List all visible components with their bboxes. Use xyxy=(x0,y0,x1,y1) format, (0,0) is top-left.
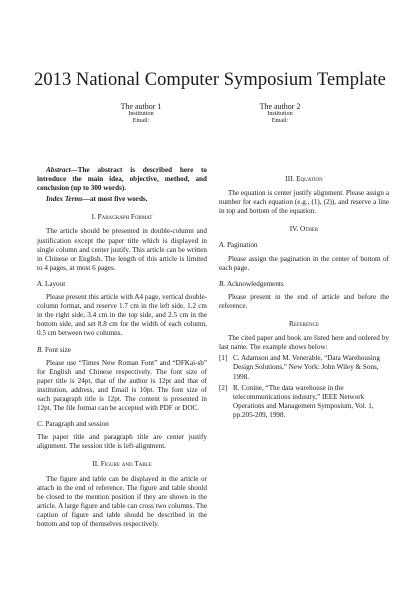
index-terms xyxy=(37,195,207,204)
author-email: Email: xyxy=(271,116,289,124)
section-heading xyxy=(219,225,389,234)
reference-text: C. Adamson and M. Venerable, “Data Warehousing Design Solutions,” New York: John Wiley & Sons, 1998. xyxy=(233,354,380,381)
reference-item xyxy=(219,354,389,381)
section-title: Equation xyxy=(296,175,323,183)
subsection-body: The paper title and paragraph title are center justify alignment. The session title is left-alignment. xyxy=(37,433,207,451)
right-column xyxy=(219,166,389,420)
section-title: Reference xyxy=(288,320,320,329)
subsection-letter: B. xyxy=(37,345,44,354)
author-block-2 xyxy=(225,103,335,124)
author-name: The author 2 xyxy=(259,102,301,111)
subsection-body: Please assign the pagination in the center of bottom of each page. xyxy=(219,254,389,272)
section-body: The equation is center justify alignment. Please assign a number for each equation (e.g., (1), (2)), and reserve a line in top and bottom of the equation. xyxy=(219,189,389,216)
section-numeral: II. xyxy=(92,460,101,469)
abstract xyxy=(37,166,207,193)
subsection-body: Please present this article with A4 page, vertical double-column format, and reserve 1.7 cm in the left side, 1.2 cm in the right side, 3.4 cm in the top side, and 2.5 cm in the bottom side, and set 8.8 cm for the width of each column, 0.5 cm between two columns. xyxy=(37,293,207,338)
author-name: The author 1 xyxy=(120,102,162,111)
subsection-title: Font size xyxy=(44,345,71,354)
section-heading xyxy=(219,175,389,184)
subsection-letter: C. xyxy=(37,420,44,429)
subsection-heading xyxy=(219,280,389,289)
abstract-label: Abstract— xyxy=(46,166,78,174)
author-block-1 xyxy=(86,103,196,124)
subsection-letter: A. xyxy=(37,279,44,288)
subsection-title: Pagination xyxy=(226,241,258,250)
author-affiliation: Institution xyxy=(128,110,154,118)
references-intro: The cited paper and book are listed here and ordered by last name. The example shows below: xyxy=(219,334,389,352)
subsection-body: Please use “Times New Roman Font” and “DFKai-sb” for English and Chinese respectively. The font size of paper title is 24pt, that of the author is 12pt and that of institution, address, and Email is 10pt. The font size of each paragraph title is 12pt. The content is presented in 12pt. The file format can be accepted with PDF or DOC. xyxy=(37,358,207,413)
subsection-title: Paragraph and session xyxy=(45,420,109,429)
reference-number: [1] xyxy=(219,354,228,363)
abstract-text: The abstract is described here to introduce the main idea, objective, method, and conclusion (up to 300 words). xyxy=(37,166,207,193)
index-terms-text: at most five words. xyxy=(89,195,148,204)
subsection-body: Please present in the end of article and before the reference. xyxy=(219,292,389,310)
section-numeral: III. xyxy=(285,175,297,183)
section-heading xyxy=(37,213,207,222)
subsection-title: Acknowledgements xyxy=(226,279,284,288)
author-affiliation: Institution xyxy=(267,110,293,118)
reference-text: R. Conine, “The data warehouse in the telecommunications industry,” IEEE Network Operations and Management Symposium, Vol. 1, pp.205-209, 1998. xyxy=(233,383,374,419)
subsection-heading xyxy=(37,346,207,355)
index-terms-label: Index Terms— xyxy=(46,195,90,204)
section-heading xyxy=(219,320,389,329)
reference-item xyxy=(219,384,389,420)
subsection-heading xyxy=(37,420,207,429)
left-column xyxy=(37,166,207,529)
section-body: The article should be presented in double-column and justification except the paper title which is displayed in single column and center justify. This article can be written in Chinese or English. The length of this article is limited to 4 pages, at most 6 pages. xyxy=(37,227,207,272)
author-email: Email: xyxy=(132,116,150,124)
section-title: Figure and Table xyxy=(100,460,152,469)
section-heading xyxy=(37,460,207,469)
section-numeral: IV. xyxy=(289,225,300,234)
subsection-heading xyxy=(219,241,389,250)
reference-number: [2] xyxy=(219,383,228,392)
section-body: The figure and table can be displayed in the article or attach in the end of reference. The figure and table should be closed to the mention position if they are shown in the article. A large figure and table can cross two columns. The caption of figure and table should be described in the bottom and top of themselves respectively. xyxy=(37,474,207,528)
subsection-title: Layout xyxy=(44,279,66,288)
paper-title: 2013 National Computer Symposium Template xyxy=(34,70,386,90)
section-title: Other xyxy=(300,225,319,234)
subsection-letter: A. xyxy=(219,241,226,250)
section-numeral: I. xyxy=(91,213,98,222)
section-title: Paragraph Format xyxy=(97,213,153,222)
subsection-heading xyxy=(37,280,207,289)
subsection-letter: B. xyxy=(219,279,226,288)
